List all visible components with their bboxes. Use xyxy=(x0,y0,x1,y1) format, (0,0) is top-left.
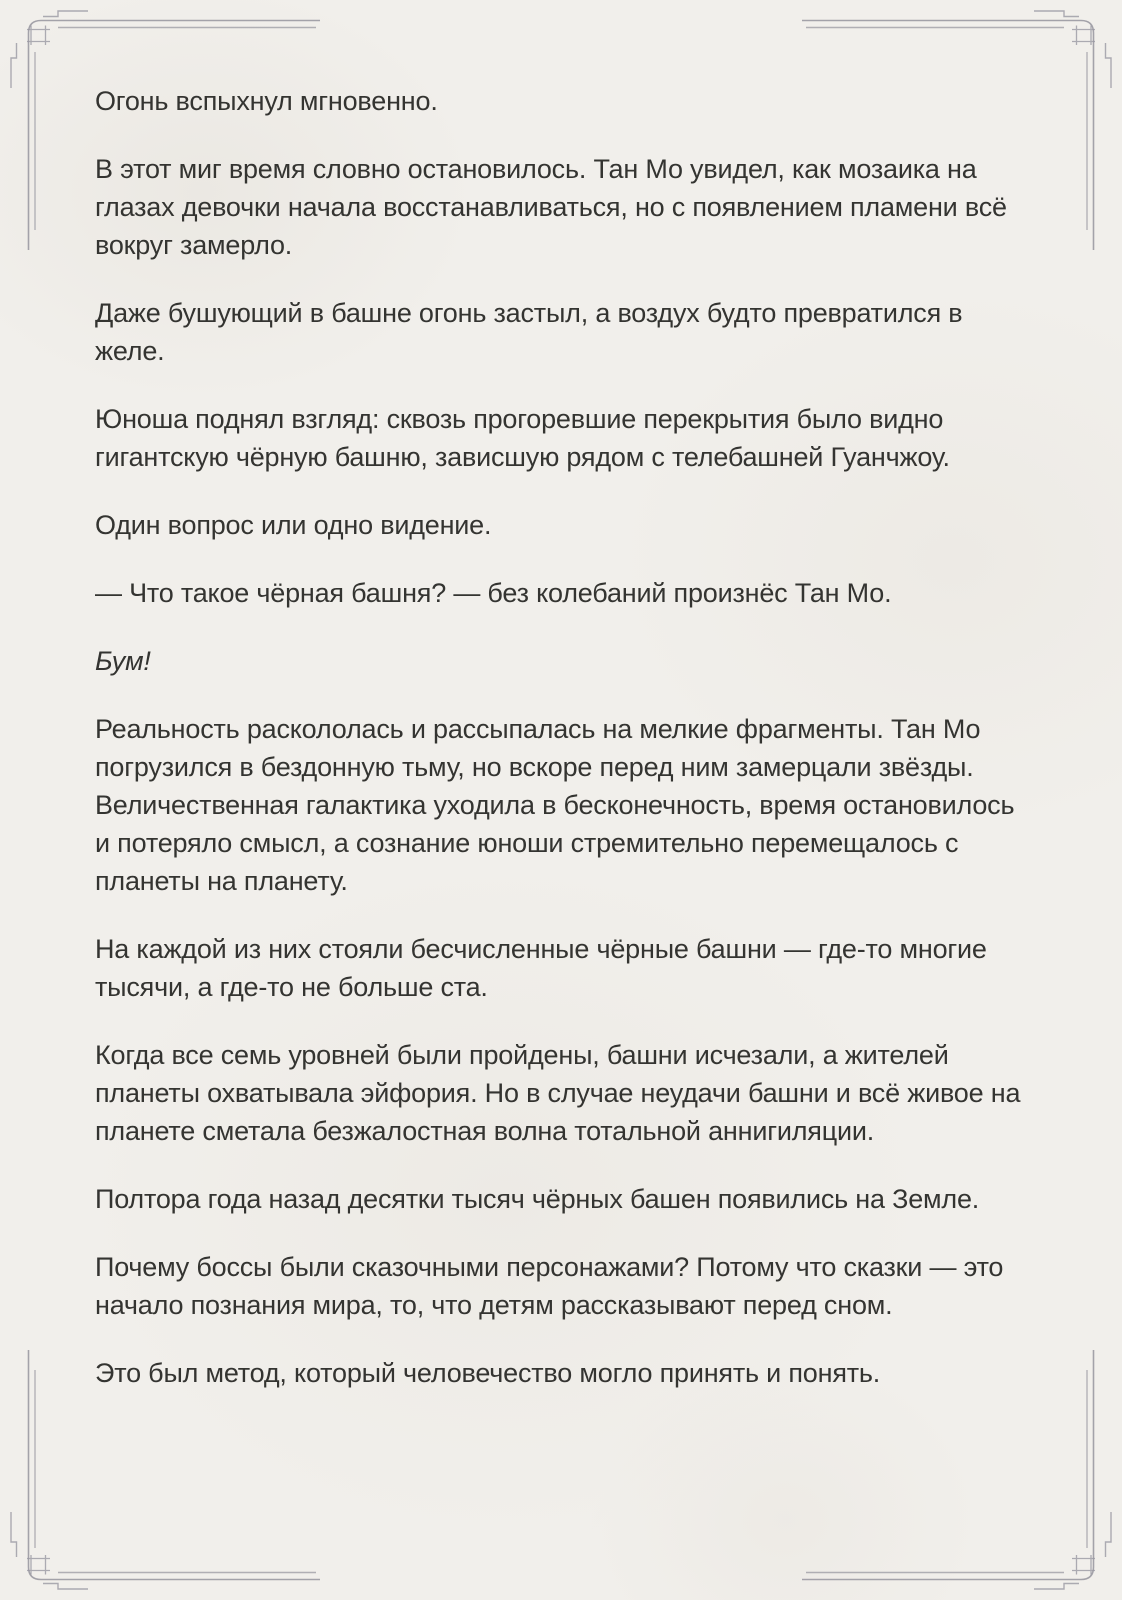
paragraph: Огонь вспыхнул мгновенно. xyxy=(95,86,438,116)
paragraph: Почему боссы были сказочными персонажами? Потому что сказки — это начало познания мира, то, что детям рассказывают перед сном. xyxy=(95,1252,1004,1320)
paragraph: В этот миг время словно остановилось. Тан Мо увидел, как мозаика на глазах девочки начала восстанавливаться, но с появлением пламени всё вокруг замерло. xyxy=(95,154,1007,260)
paragraph: Бум! xyxy=(95,646,151,676)
paragraph: Это был метод, который человечество могло принять и понять. xyxy=(95,1358,881,1388)
paragraph: Когда все семь уровней были пройдены, башни исчезали, а жителей планеты охватывала эйфория. Но в случае неудачи башни и всё живое на планете сметала безжалостная волна тотальной аннигиляции. xyxy=(95,1040,1021,1146)
text-content xyxy=(95,82,1035,1422)
paragraph: Даже бушующий в башне огонь застыл, а воздух будто превратился в желе. xyxy=(95,298,963,366)
paragraph: — Что такое чёрная башня? — без колебаний произнёс Тан Мо. xyxy=(95,578,892,608)
paragraph: Полтора года назад десятки тысяч чёрных башен появились на Земле. xyxy=(95,1184,980,1214)
paragraph: На каждой из них стояли бесчисленные чёрные башни — где-то многие тысячи, а где-то не больше ста. xyxy=(95,934,987,1002)
paragraph: Реальность раскололась и рассыпалась на мелкие фрагменты. Тан Мо погрузился в бездонную тьму, но вскоре перед ним замерцали звёзды. Величественная галактика уходила в бесконечность, время остановилось и потеряло смысл, а сознание юноши стремительно перемещалось с планеты на планету. xyxy=(95,714,1015,896)
paragraph: Один вопрос или одно видение. xyxy=(95,510,492,540)
paragraph: Юноша поднял взгляд: сквозь прогоревшие перекрытия было видно гигантскую чёрную башню, зависшую рядом с телебашней Гуанчжоу. xyxy=(95,404,950,472)
